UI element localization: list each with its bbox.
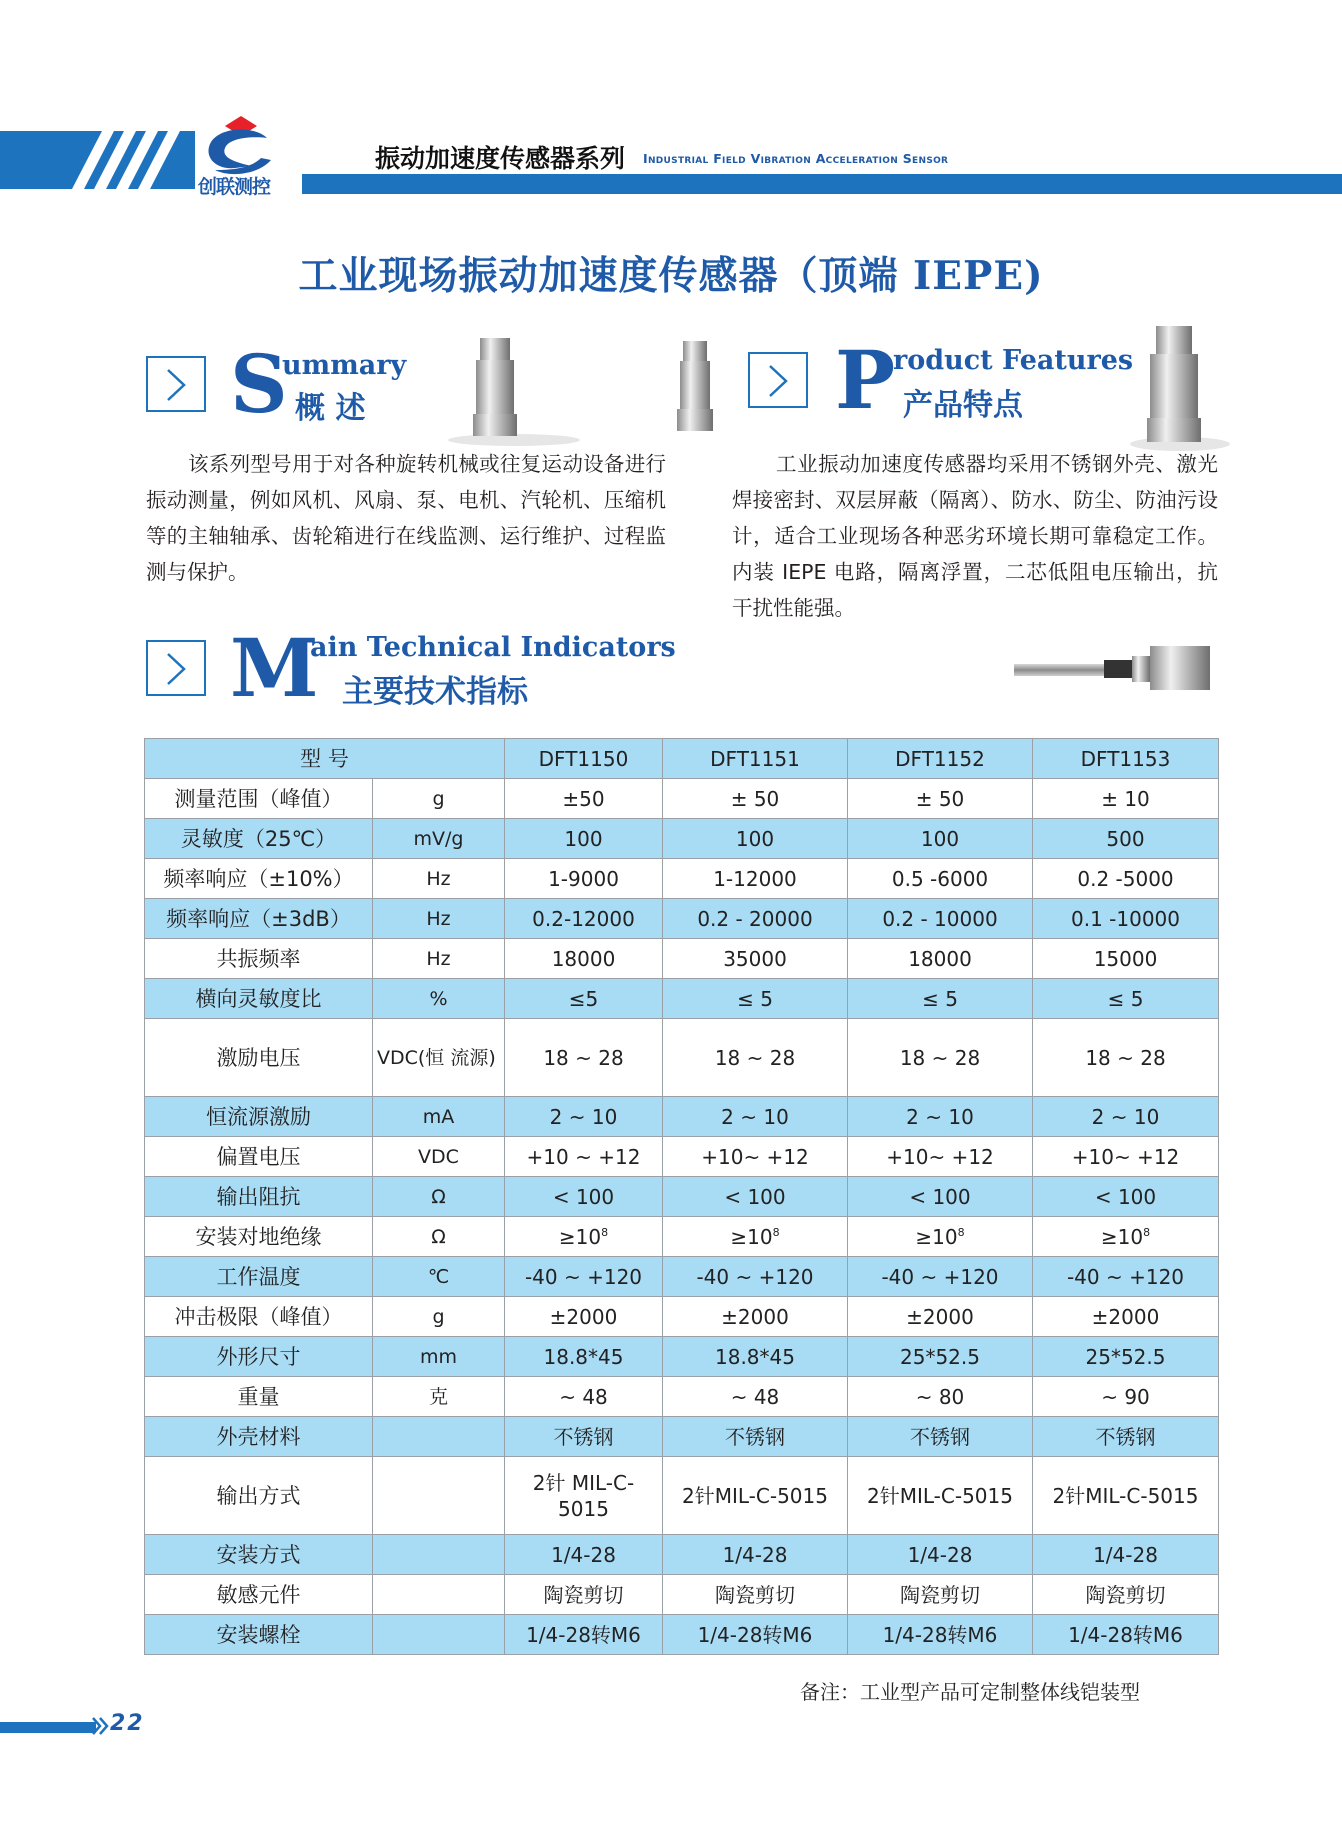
page-number-bar (0, 1722, 96, 1733)
table-row (145, 1297, 1219, 1337)
value-cell (1033, 939, 1219, 979)
value-cell (663, 1257, 848, 1297)
value-text: ~ 80 (915, 1384, 965, 1409)
value-cell (663, 1097, 848, 1137)
param-name-cell: 外壳材料 (145, 1417, 373, 1457)
sensor-image-3 (1120, 322, 1230, 454)
sensor-image-1 (440, 330, 580, 450)
value-cell (505, 1337, 663, 1377)
value-text: 15000 (1093, 946, 1158, 971)
value-text: 0.1 -10000 (1070, 906, 1180, 931)
page-title: 工业现场振动加速度传感器（顶端 IEPE) (298, 253, 1044, 299)
value-cell (505, 1417, 663, 1457)
value-cell (1033, 1297, 1219, 1337)
param-name-cell: 冲击极限（峰值） (145, 1297, 373, 1337)
value-text: 陶瓷剪切 (543, 1582, 624, 1607)
chevron-right-icon (766, 364, 790, 398)
value-text: ±2000 (906, 1304, 974, 1329)
value-cell (848, 1137, 1033, 1177)
value-cell (1033, 1097, 1219, 1137)
value-text: ≥10 (1100, 1224, 1144, 1249)
value-cell (1033, 1615, 1219, 1655)
param-name-cell: 输出阻抗 (145, 1177, 373, 1217)
header-stripes (62, 131, 192, 189)
value-text: +10~ +12 (886, 1144, 994, 1169)
value-cell (1033, 779, 1219, 819)
value-text: 不锈钢 (1095, 1424, 1156, 1449)
value-text: 1-12000 (713, 866, 797, 891)
table-row (145, 899, 1219, 939)
value-cell (663, 1297, 848, 1337)
double-chevron-icon (92, 1716, 110, 1736)
value-cell (505, 1457, 663, 1535)
param-name-cell: 激励电压 (145, 1019, 373, 1097)
param-name-cell: 测量范围（峰值） (145, 779, 373, 819)
value-text: 18000 (551, 946, 616, 971)
value-cell (505, 1377, 663, 1417)
unit-cell (373, 1535, 505, 1575)
value-cell (663, 1575, 848, 1615)
value-cell (848, 1097, 1033, 1137)
table-row (145, 1097, 1219, 1137)
footnote: 备注：工业型产品可定制整体线铠装型 (800, 1680, 1140, 1704)
value-cell (663, 899, 848, 939)
value-cell (1033, 859, 1219, 899)
value-cell (1033, 979, 1219, 1019)
value-text: 25*52.5 (1085, 1344, 1166, 1369)
unit-cell: Ω (373, 1177, 505, 1217)
value-cell (505, 1177, 663, 1217)
value-text: 1/4-28 (722, 1542, 788, 1567)
features-heading-en: roduct Features (893, 345, 1134, 376)
value-cell (505, 779, 663, 819)
value-text: 35000 (723, 946, 787, 971)
value-cell (1033, 899, 1219, 939)
unit-cell: Hz (373, 939, 505, 979)
value-text: +10 ~ +12 (526, 1144, 641, 1169)
table-row (145, 1457, 1219, 1535)
param-name-cell: 共振频率 (145, 939, 373, 979)
param-name-cell: 横向灵敏度比 (145, 979, 373, 1019)
value-text: -40 ~ +120 (881, 1264, 999, 1289)
value-cell (505, 1535, 663, 1575)
value-cell (848, 1019, 1033, 1097)
value-cell (848, 1337, 1033, 1377)
summary-text: 该系列型号用于对各种旋转机械或往复运动设备进行振动测量，例如风机、风扇、泵、电机、汽轮机、压缩机等的主轴轴承、齿轮箱进行在线监测、运行维护、过程监测与保护。 (146, 452, 666, 584)
table-row (145, 1377, 1219, 1417)
value-cell (505, 859, 663, 899)
value-text: 陶瓷剪切 (1085, 1582, 1166, 1607)
table-header-row (145, 739, 1219, 779)
unit-cell: VDC (373, 1137, 505, 1177)
value-cell (848, 1457, 1033, 1535)
value-text: 18.8*45 (543, 1344, 624, 1369)
value-text: ≥10 (558, 1224, 602, 1249)
value-text: 2 ~ 10 (549, 1104, 618, 1129)
value-cell (848, 1297, 1033, 1337)
value-text: 2针MIL-C-5015 (1052, 1483, 1199, 1508)
features-heading-cn: 产品特点 (903, 388, 1023, 423)
value-text: 18 ~ 28 (899, 1045, 981, 1070)
value-text: -40 ~ +120 (1066, 1264, 1185, 1289)
chevron-right-icon (164, 652, 188, 686)
value-cell (848, 1257, 1033, 1297)
value-cell (848, 859, 1033, 899)
value-cell (663, 779, 848, 819)
param-name-cell: 外形尺寸 (145, 1337, 373, 1377)
value-text: 2 ~ 10 (1091, 1104, 1160, 1129)
value-text: ±2000 (1091, 1304, 1160, 1329)
value-text: +10~ +12 (1071, 1144, 1180, 1169)
unit-cell: VDC(恒 流源) (373, 1019, 505, 1097)
value-cell (1033, 1535, 1219, 1575)
value-text: ≤ 5 (737, 986, 773, 1011)
value-cell (1033, 819, 1219, 859)
value-text: 0.5 -6000 (891, 866, 989, 891)
value-text: 25*52.5 (900, 1344, 980, 1369)
value-cell (1033, 1457, 1219, 1535)
model-name-cell: DFT1150 (505, 739, 663, 779)
value-text: 1/4-28转M6 (1068, 1622, 1183, 1647)
table-row (145, 1417, 1219, 1457)
summary-heading-en: ummary (282, 350, 407, 381)
value-text: 不锈钢 (910, 1424, 970, 1449)
unit-cell: Hz (373, 899, 505, 939)
value-text: ± 10 (1101, 786, 1150, 811)
value-cell (505, 1137, 663, 1177)
value-text: ± 50 (730, 786, 780, 811)
value-cell (1033, 1377, 1219, 1417)
value-cell (848, 1575, 1033, 1615)
value-cell (1033, 1019, 1219, 1097)
value-text: 2 ~ 10 (906, 1104, 974, 1129)
value-text: < 100 (1094, 1184, 1157, 1209)
value-text: 1/4-28转M6 (697, 1622, 813, 1647)
param-name-cell: 恒流源激励 (145, 1097, 373, 1137)
value-text: 18 ~ 28 (714, 1045, 796, 1070)
value-text: 2 ~ 10 (721, 1104, 789, 1129)
value-text: 1/4-28转M6 (882, 1622, 998, 1647)
value-text: -40 ~ +120 (696, 1264, 814, 1289)
value-text: 不锈钢 (553, 1424, 614, 1449)
value-text: -40 ~ +120 (524, 1264, 643, 1289)
table-row (145, 1615, 1219, 1655)
value-text: < 100 (909, 1184, 971, 1209)
value-text: 100 (735, 826, 775, 851)
unit-cell: mA (373, 1097, 505, 1137)
unit-cell (373, 1615, 505, 1655)
value-exponent: 8 (601, 1225, 609, 1239)
value-text: ≤ 5 (1107, 986, 1144, 1011)
value-cell (663, 1217, 848, 1257)
value-text: 不锈钢 (725, 1424, 785, 1449)
value-cell (505, 939, 663, 979)
value-text: 0.2-12000 (532, 906, 635, 931)
value-text: ≥10 (915, 1224, 958, 1249)
value-text: ± 50 (915, 786, 965, 811)
value-text: < 100 (552, 1184, 615, 1209)
model-header-cell: 型 号 (145, 739, 505, 779)
model-name-cell: DFT1152 (848, 739, 1033, 779)
unit-cell: g (373, 1297, 505, 1337)
unit-cell (373, 1457, 505, 1535)
value-text: 18 ~ 28 (543, 1045, 624, 1070)
value-cell (848, 819, 1033, 859)
value-cell (1033, 1575, 1219, 1615)
value-cell (848, 1217, 1033, 1257)
value-text: < 100 (724, 1184, 786, 1209)
value-cell (663, 1377, 848, 1417)
value-text: +10~ +12 (701, 1144, 809, 1169)
value-text: 2针 MIL-C-5015 (532, 1470, 635, 1521)
value-cell (663, 1177, 848, 1217)
value-text: ±50 (562, 786, 605, 811)
value-text: 2针MIL-C-5015 (682, 1483, 828, 1508)
value-text: 18000 (908, 946, 972, 971)
unit-cell: Ω (373, 1217, 505, 1257)
summary-chevron-box (146, 356, 206, 412)
unit-cell: 克 (373, 1377, 505, 1417)
value-cell (1033, 1217, 1219, 1257)
value-text: 100 (920, 826, 960, 851)
value-text: 陶瓷剪切 (715, 1582, 795, 1607)
param-name-cell: 偏置电压 (145, 1137, 373, 1177)
value-text: 陶瓷剪切 (900, 1582, 980, 1607)
param-name-cell: 敏感元件 (145, 1575, 373, 1615)
value-cell (505, 1615, 663, 1655)
value-cell (663, 859, 848, 899)
value-text: 1-9000 (548, 866, 619, 891)
value-cell (848, 779, 1033, 819)
value-cell (663, 1615, 848, 1655)
value-cell (1033, 1257, 1219, 1297)
table-row (145, 939, 1219, 979)
unit-cell (373, 1417, 505, 1457)
value-text: ≤ 5 (922, 986, 958, 1011)
param-name-cell: 输出方式 (145, 1457, 373, 1535)
value-text: ≤5 (568, 986, 599, 1011)
value-cell (663, 819, 848, 859)
value-cell (1033, 1177, 1219, 1217)
value-cell (505, 1575, 663, 1615)
value-text: ~ 90 (1101, 1384, 1150, 1409)
unit-cell: g (373, 779, 505, 819)
indicators-big-letter: M (230, 621, 319, 715)
value-cell (848, 1377, 1033, 1417)
table-row (145, 1337, 1219, 1377)
value-exponent: 8 (772, 1225, 780, 1239)
param-name-cell: 灵敏度（25℃） (145, 819, 373, 859)
value-text: 1/4-28 (551, 1542, 616, 1567)
value-cell (1033, 1137, 1219, 1177)
page-number: 22 (110, 1711, 145, 1736)
value-cell (848, 1177, 1033, 1217)
logo-text: 创联测控 (198, 176, 271, 198)
value-text: 1/4-28 (1093, 1542, 1158, 1567)
unit-cell: mm (373, 1337, 505, 1377)
features-text: 工业振动加速度传感器均采用不锈钢外壳、激光焊接密封、双层屏蔽（隔离）、防水、防尘、防油污设计，适合工业现场各种恶劣环境长期可靠稳定工作。内装 IEPE 电路，隔离浮置，二芯低阻电压输出，抗干扰性能强。 (732, 452, 1218, 620)
value-cell (663, 1337, 848, 1377)
table-row (145, 1257, 1219, 1297)
indicators-heading-cn: 主要技术指标 (342, 674, 528, 710)
value-cell (663, 1137, 848, 1177)
value-text: ~ 48 (559, 1384, 608, 1409)
value-cell (848, 1417, 1033, 1457)
value-exponent: 8 (1143, 1225, 1151, 1239)
value-cell (663, 1457, 848, 1535)
header-band-right (302, 174, 1342, 194)
table-row (145, 1019, 1219, 1097)
table-row (145, 779, 1219, 819)
table-row (145, 859, 1219, 899)
value-text: 0.2 -5000 (1077, 866, 1174, 891)
indicators-heading-en: ain Technical Indicators (310, 632, 676, 663)
model-name-cell: DFT1151 (663, 739, 848, 779)
value-text: 100 (564, 826, 603, 851)
param-name-cell: 工作温度 (145, 1257, 373, 1297)
param-name-cell: 重量 (145, 1377, 373, 1417)
unit-cell (373, 1575, 505, 1615)
value-cell (505, 1019, 663, 1097)
value-text: ≥10 (730, 1224, 773, 1249)
value-cell (663, 1535, 848, 1575)
indicators-chevron-box (146, 640, 206, 696)
sensor-image-2 (650, 335, 750, 445)
param-name-cell: 安装方式 (145, 1535, 373, 1575)
summary-heading-cn: 概 述 (295, 391, 366, 426)
unit-cell: Hz (373, 859, 505, 899)
value-exponent: 8 (957, 1225, 965, 1239)
unit-cell: mV/g (373, 819, 505, 859)
value-cell (848, 979, 1033, 1019)
unit-cell: ℃ (373, 1257, 505, 1297)
value-text: ~ 48 (730, 1384, 780, 1409)
armored-cable-sensor-image (1010, 636, 1240, 696)
table-row (145, 1535, 1219, 1575)
table-row (145, 1575, 1219, 1615)
table-row (145, 819, 1219, 859)
value-text: ±2000 (721, 1304, 789, 1329)
value-text: ±2000 (549, 1304, 618, 1329)
table-row (145, 1177, 1219, 1217)
spec-table (144, 738, 1219, 1655)
value-cell (848, 899, 1033, 939)
value-text: 2针MIL-C-5015 (867, 1483, 1013, 1508)
value-text: 500 (1106, 826, 1145, 851)
value-cell (1033, 1417, 1219, 1457)
value-cell (1033, 1337, 1219, 1377)
value-cell (505, 1297, 663, 1337)
table-row (145, 1137, 1219, 1177)
table-row (145, 979, 1219, 1019)
unit-cell: % (373, 979, 505, 1019)
chevron-right-icon (164, 368, 188, 402)
value-text: 1/4-28转M6 (526, 1622, 641, 1647)
value-cell (505, 819, 663, 859)
value-text: 18.8*45 (715, 1344, 795, 1369)
summary-big-letter: S (230, 337, 288, 431)
value-cell (505, 1257, 663, 1297)
param-name-cell: 安装对地绝缘 (145, 1217, 373, 1257)
features-chevron-box (748, 352, 808, 408)
features-big-letter: P (835, 333, 896, 427)
value-cell (505, 899, 663, 939)
value-cell (663, 979, 848, 1019)
value-text: 18 ~ 28 (1085, 1045, 1166, 1070)
table-row (145, 1217, 1219, 1257)
value-cell (663, 1019, 848, 1097)
value-text: 0.2 - 10000 (882, 906, 998, 931)
value-cell (663, 1417, 848, 1457)
model-name-cell: DFT1153 (1033, 739, 1219, 779)
value-cell (848, 939, 1033, 979)
value-cell (848, 1535, 1033, 1575)
series-title-cn: 振动加速度传感器系列 (375, 144, 626, 173)
value-cell (848, 1615, 1033, 1655)
value-cell (505, 1217, 663, 1257)
value-cell (505, 979, 663, 1019)
param-name-cell: 安装螺栓 (145, 1615, 373, 1655)
series-title-en: Industrial Field Vibration Acceleration Sensor (643, 151, 949, 166)
value-text: 0.2 - 20000 (697, 906, 813, 931)
param-name-cell: 频率响应（±10%） (145, 859, 373, 899)
value-text: 1/4-28 (907, 1542, 973, 1567)
param-name-cell: 频率响应（±3dB） (145, 899, 373, 939)
value-cell (663, 939, 848, 979)
value-cell (505, 1097, 663, 1137)
